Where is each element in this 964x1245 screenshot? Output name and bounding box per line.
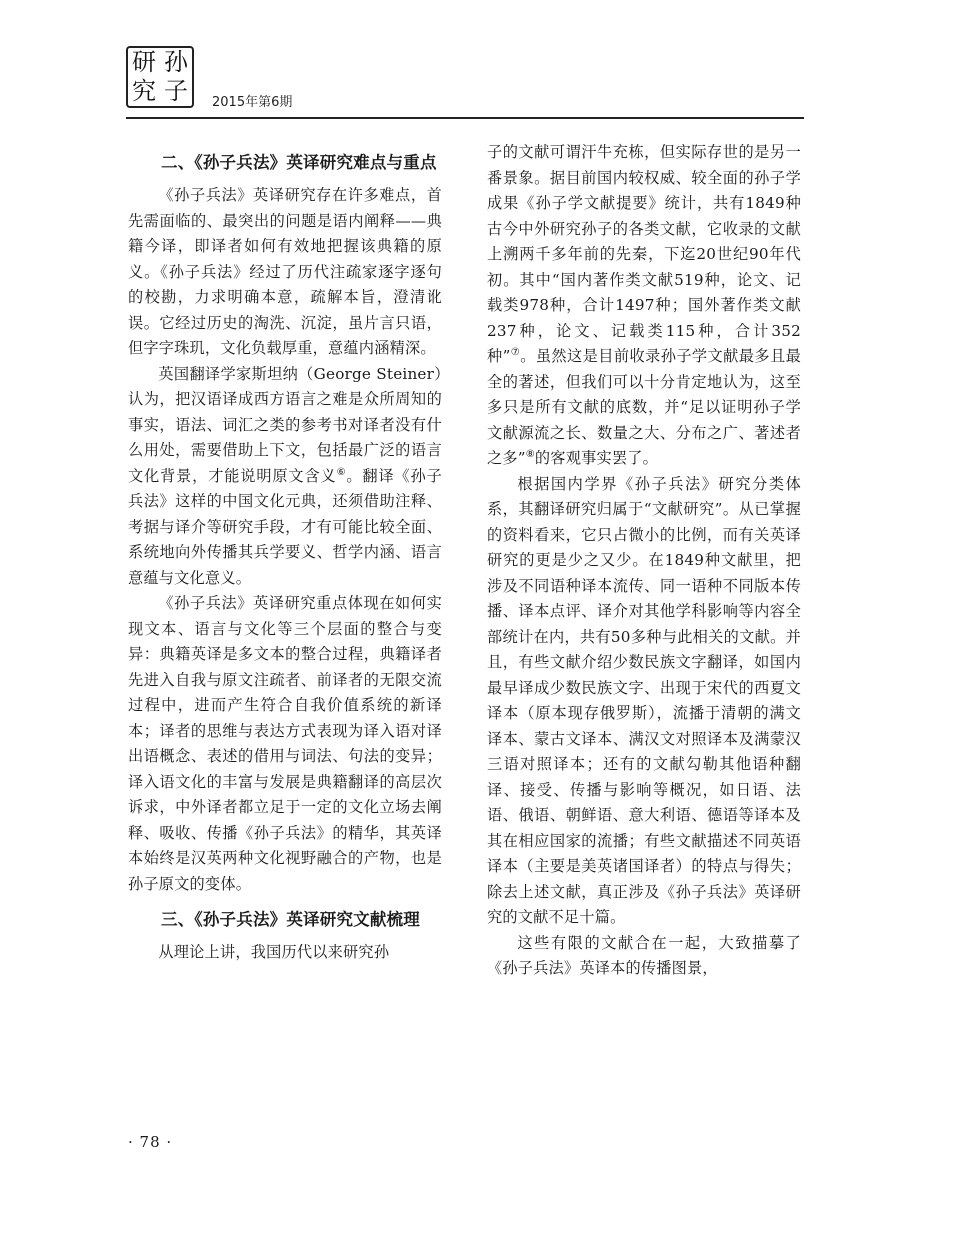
footnote-ref: ⑧ [525,448,535,460]
paragraph: 根据国内学界《孙子兵法》研究分类体系，其翻译研究归属于“文献研究”。从已掌握的资料看来，它只占微小的比例，而有关英译研究的更是少之又少。在1849种文献里，把涉及不同语种译本流传、同一语种不同版本传播、译本点评、译介对其他学科影响等内容全部统计在内，共有50多种与此相关的文献。并且，有些文献介绍少数民族文字翻译，如国内最早译成少数民族文字、出现于宋代的西夏文译本（原本现存俄罗斯），流播于清朝的满文译本、蒙古文译本、满汉文对照译本及满蒙汉三语对照译本；还有的文献勾勒其他语种翻译、接受、传播与影响等概况，如日语、法语、俄语、朝鲜语、意大利语、德语等译本及其在相应国家的流播；有些文献描述不同英语译本（主要是美英诸国译者）的特点与得失；除去上述文献，真正涉及《孙子兵法》英译研究的文献不足十篇。 [487,474,801,926]
footnote-ref: ⑥ [336,466,347,478]
page-number: · 78 · [128,1133,173,1151]
paragraph-text: 。翻译《孙子兵法》这样的中国文化元典，还须借助注释、考据与译介等研究手段，才有可能比较全面、系统地向外传播其兵学要义、哲学内涵、语言意蕴与文化意义。 [128,466,442,587]
paragraph-text: 子的文献可谓汗牛充栋，但实际存世的是另一番景象。据目前国内较权威、较全面的孙子学成果《孙子学文献提要》统计，共有1849种古今中外研究孙子的各类文献，它收录的文献上溯两千多年前的先秦，下迄20世纪90年代初。其中“国内著作类文献519种，论文、记载类978种，合计1497种；国外著作类文献237种，论文、记载类115种，合计352种” [487,143,801,365]
paragraph [487,140,801,472]
issue-label: 2015年第6期 [212,95,293,110]
footnote-ref: ⑦ [510,346,521,358]
paragraph: 这些有限的文献合在一起，大致描摹了《孙子兵法》英译本的传播图景， [487,933,801,977]
logo-char-3: 究 [132,77,156,105]
paragraph-text: 的客观事实罢了。 [534,449,659,467]
right-column [487,140,801,982]
logo-char-4: 子 [164,77,188,105]
logo-char-1: 研 [132,48,156,76]
section-heading-2: 二、《孙子兵法》英译研究难点与重点 [161,153,437,172]
logo-char-2: 孙 [164,48,188,76]
header-rule [126,117,804,119]
paragraph: 《孙子兵法》英译研究重点体现在如何实现文本、语言与文化等三个层面的整合与变异：典籍英译是多文本的整合过程，典籍译者先进入自我与原文注疏者、前译者的无限交流过程中，进而产生符合自我价值系统的新译本；译者的思维与表达方式表现为译入语对译出语概念、表述的借用与词法、句法的变异；译入语文化的丰富与发展是典籍翻译的高层次诉求，中外译者都立足于一定的文化立场去阐释、吸收、传播《孙子兵法》的精华，其英译本始终是汉英两种文化视野融合的产物，也是孙子原文的变体。 [128,594,442,893]
journal-logo [126,46,194,108]
left-column [128,140,442,966]
paragraph-text: 。虽然这是目前收录孙子学文献最多且最全的著述，但我们可以十分肯定地认为，这至多只是所有文献的底数，并“足以证明孙子学文献源流之长、数量之大、分布之广、著述者之多” [487,347,801,467]
paragraph: 从理论上讲，我国历代以来研究孙 [158,943,390,961]
paragraph: 《孙子兵法》英译研究存在许多难点，首先需面临的、最突出的问题是语内阐释——典籍今译，即译者如何有效地把握该典籍的原义。《孙子兵法》经过了历代注疏家逐字逐句的校勘，力求明确本意，疏解本旨，澄清讹误。它经过历史的淘洗、沉淀，虽片言只语，但字字珠玑，文化负载厚重，意蕴内涵精深。 [128,186,442,357]
paragraph-text: 英国翻译学家斯坦纳（George Steiner）认为，把汉语译成西方语言之难是众所周知的事实，语法、词汇之类的参考书对译者没有什么用处，需要借助上下文，包括最广泛的语言文化背景，才能说明原文含义 [128,364,442,485]
section-heading-3: 三、《孙子兵法》英译研究文献梳理 [161,910,420,929]
paragraph [128,362,442,592]
